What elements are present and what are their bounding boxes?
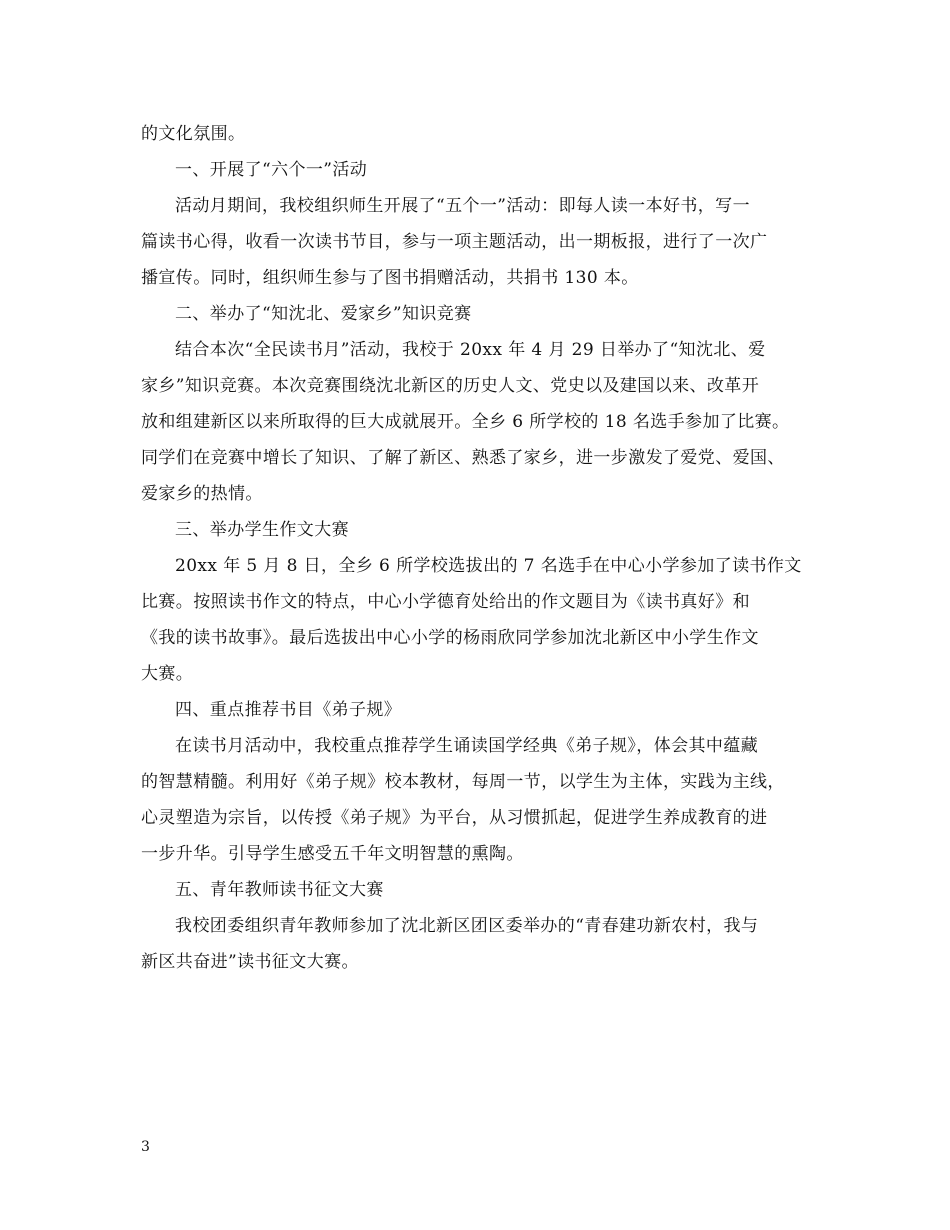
section-heading-3: 三、举办学生作文大赛 [175, 520, 349, 540]
text-line: 在读书月活动中，我校重点推荐学生诵读国学经典《弟子规》，体会其中蕴藏 [175, 736, 759, 756]
text-line: 放和组建新区以来所取得的巨大成就展开。全乡 6 所学校的 18 名选手参加了比赛。 [141, 412, 790, 432]
text-line: 活动月期间，我校组织师生开展了“五个一”活动：即每人读一本好书，写一 [175, 196, 750, 216]
text-line: 大赛。 [141, 664, 194, 684]
text-line: 的智慧精髓。利用好《弟子规》校本教材，每周一节，以学生为主体，实践为主线， [141, 772, 785, 792]
text-line: 爱家乡的热情。 [141, 484, 263, 504]
text-line: 20xx 年 5 月 8 日，全乡 6 所学校选拔出的 7 名选手在中心小学参加了读书作文 [175, 556, 802, 576]
text-line: 新区共奋进”读书征文大赛。 [141, 952, 359, 972]
text-line: 我校团委组织青年教师参加了沈北新区团区委举办的“青春建功新农村，我与 [175, 916, 759, 936]
text-line: 一步升华。引导学生感受五千年文明智慧的熏陶。 [141, 844, 524, 864]
text-line: 结合本次“全民读书月”活动，我校于 20xx 年 4 月 29 日举办了“知沈北、爱 [175, 340, 766, 360]
section-heading-2: 二、举办了“知沈北、爱家乡”知识竞赛 [175, 304, 472, 324]
text-line: 比赛。按照读书作文的特点，中心小学德育处给出的作文题目为《读书真好》和 [141, 592, 750, 612]
text-line: 篇读书心得，收看一次读书节目，参与一项主题活动，出一期板报，进行了一次广 [141, 232, 768, 252]
text-line: 《我的读书故事》。最后选拔出中心小学的杨雨欣同学参加沈北新区中小学生作文 [141, 628, 759, 648]
text-line: 家乡”知识竞赛。本次竞赛围绕沈北新区的历史人文、党史以及建国以来、改革开 [141, 376, 760, 396]
text-line: 心灵塑造为宗旨，以传授《弟子规》为平台，从习惯抓起，促进学生养成教育的进 [141, 808, 768, 828]
section-heading-5: 五、青年教师读书征文大赛 [175, 880, 384, 900]
page-number: 3 [141, 1139, 150, 1155]
text-line: 播宣传。同时，组织师生参与了图书捐赠活动，共捐书 130 本。 [141, 268, 639, 288]
text-line: 的文化氛围。 [141, 124, 246, 144]
section-heading-4: 四、重点推荐书目《弟子规》 [175, 700, 402, 720]
section-heading-1: 一、开展了“六个一”活动 [175, 160, 368, 180]
text-line: 同学们在竞赛中增长了知识、了解了新区、熟悉了家乡，进一步激发了爱党、爱国、 [141, 448, 785, 468]
document-body [141, 116, 841, 980]
